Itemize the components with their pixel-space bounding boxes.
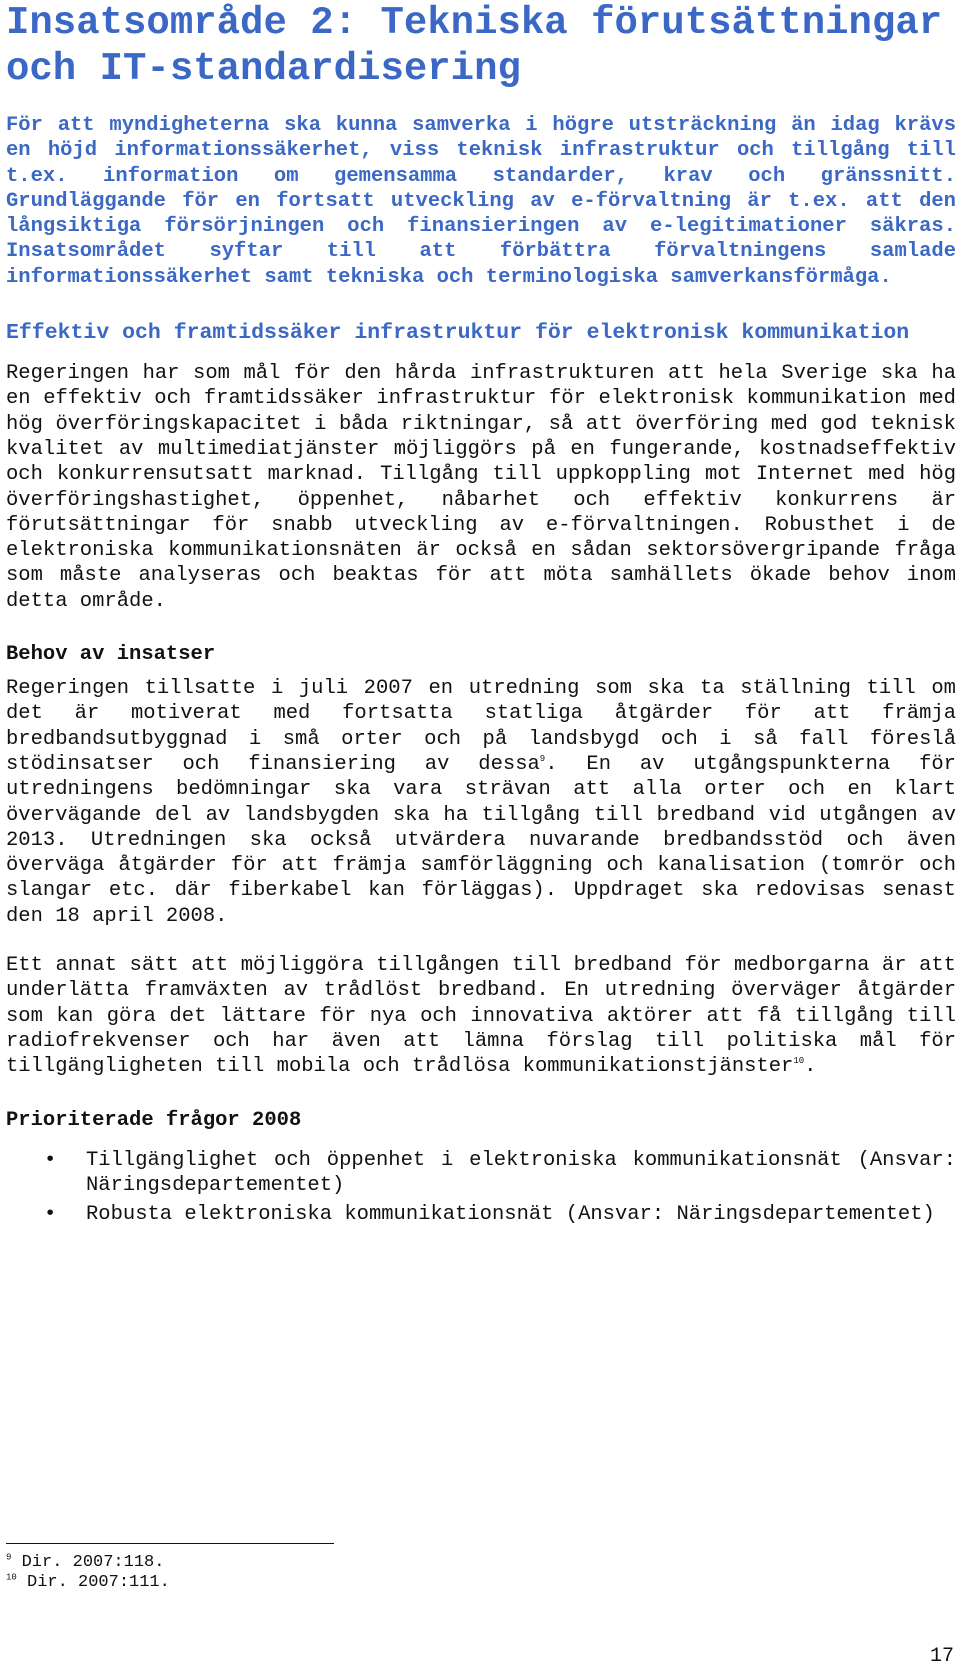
footnote-number: 10 [6, 1572, 17, 1583]
footnotes [6, 1553, 170, 1593]
footnote-number: 9 [6, 1552, 12, 1563]
section-heading-needs: Behov av insatser [6, 643, 216, 667]
bullet-icon: • [44, 1148, 57, 1172]
list-item [6, 1202, 956, 1227]
needs-paragraph-2 [6, 953, 956, 1079]
list-item-text: Tillgänglighet och öppenhet i elektroniska kommunikationsnät (Ansvar: Näringsdepartementet) [86, 1148, 956, 1197]
page-number: 17 [929, 1645, 954, 1668]
section-heading-priorities: Prioriterade frågor 2008 [6, 1108, 302, 1132]
needs-paragraph-1 [6, 676, 956, 929]
footnote-10 [6, 1573, 170, 1593]
infrastructure-paragraph: Regeringen har som mål för den hårda infrastrukturen att hela Sverige ska ha en effektiv och framtidssäker infrastruktur för elektronisk kommunikation med hög överföringskapacitet i båda riktningar, så att överföring med god teknisk kvalitet av multimediatjänster möjliggörs på en fungerande, kostnadseffektiv och konkurrensutsatt marknad. Tillgång till uppkoppling mot Internet med hög överföringshastighet, öppenhet, nåbarhet och effektiv konkurrens är förutsättningar för snabb utveckling av e-förvaltningen. Robusthet i de elektroniska kommunikationsnäten är också en sådan sektorsövergripande fråga som måste analyseras och beaktas för att möta samhällets ökade behov inom detta område. [6, 362, 956, 613]
intro-paragraph: För att myndigheterna ska kunna samverka i högre utsträckning än idag krävs en höjd informationssäkerhet, viss teknisk infrastruktur och tillgång till t.ex. information om gemensamma standarder, krav och gränssnitt. Grundläggande för en fortsatt utveckling av e-förvaltning är t.ex. att den långsiktiga försörjningen och finansieringen av e-legitimationer säkras. Insatsområdet syftar till att förbättra förvaltningens samlade informationssäkerhet samt tekniska och terminologiska samverkansförmåga. [6, 114, 956, 289]
needs-paragraph-2-text-a: Ett annat sätt att möjliggöra tillgången till bredband för medborgarna är att underlätta framväxten av trådlöst bredband. En utredning överväger åtgärder som kan göra det lättare för nya och innovativa aktörer att få tillgång till radiofrekvenser och har även att lämna förslag till politiska mål för tillgängligheten till mobila och trådlösa kommunikationstjänster [6, 954, 956, 1079]
footnote-ref-10[interactable]: 10 [793, 1056, 805, 1067]
needs-paragraph-1-text-a: Regeringen tillsatte i juli 2007 en utredning som ska ta ställning till om det är motiverat med fortsatta statliga åtgärder för att främja bredbandsutbyggnad i små orter och på landsbygd och i så fall föreslå stödinsatser och finansiering av dessa [6, 677, 956, 776]
list-item-text: Robusta elektroniska kommunikationsnät (Ansvar: Näringsdepartementet) [86, 1203, 935, 1227]
bullet-icon: • [44, 1203, 57, 1227]
footnote-ref-9[interactable]: 9 [539, 754, 546, 765]
list-item [6, 1148, 956, 1199]
priority-list [6, 1148, 956, 1228]
needs-paragraph-2-text-b: . [804, 1055, 817, 1079]
footnote-text: Dir. 2007:118. [21, 1553, 165, 1572]
footnote-text: Dir. 2007:111. [27, 1573, 170, 1592]
page-title: Insatsområde 2: Tekniska förutsättningar och IT-standardisering [6, 1, 943, 91]
section-heading-infrastructure: Effektiv och framtidssäker infrastruktur för elektronisk kommunikation [6, 321, 910, 346]
footnote-9 [6, 1553, 170, 1573]
footnote-divider [6, 1543, 334, 1544]
document-page [6, 0, 956, 1231]
needs-paragraph-1-text-b: . En av utgångspunkterna för utredningens bedömningar ska vara strävan att alla orter och en klart övervägande del av landsbygden ska ha tillgång till bredband vid utgången av 2013. Utredningen ska också utvärdera nuvarande bredbandsstöd och även överväga åtgärder för att främja samförläggning och kanalisation (tomrör och slangar etc. där fiberkabel kan förläggas). Uppdraget ska redovisas senast den 18 april 2008. [6, 752, 956, 928]
